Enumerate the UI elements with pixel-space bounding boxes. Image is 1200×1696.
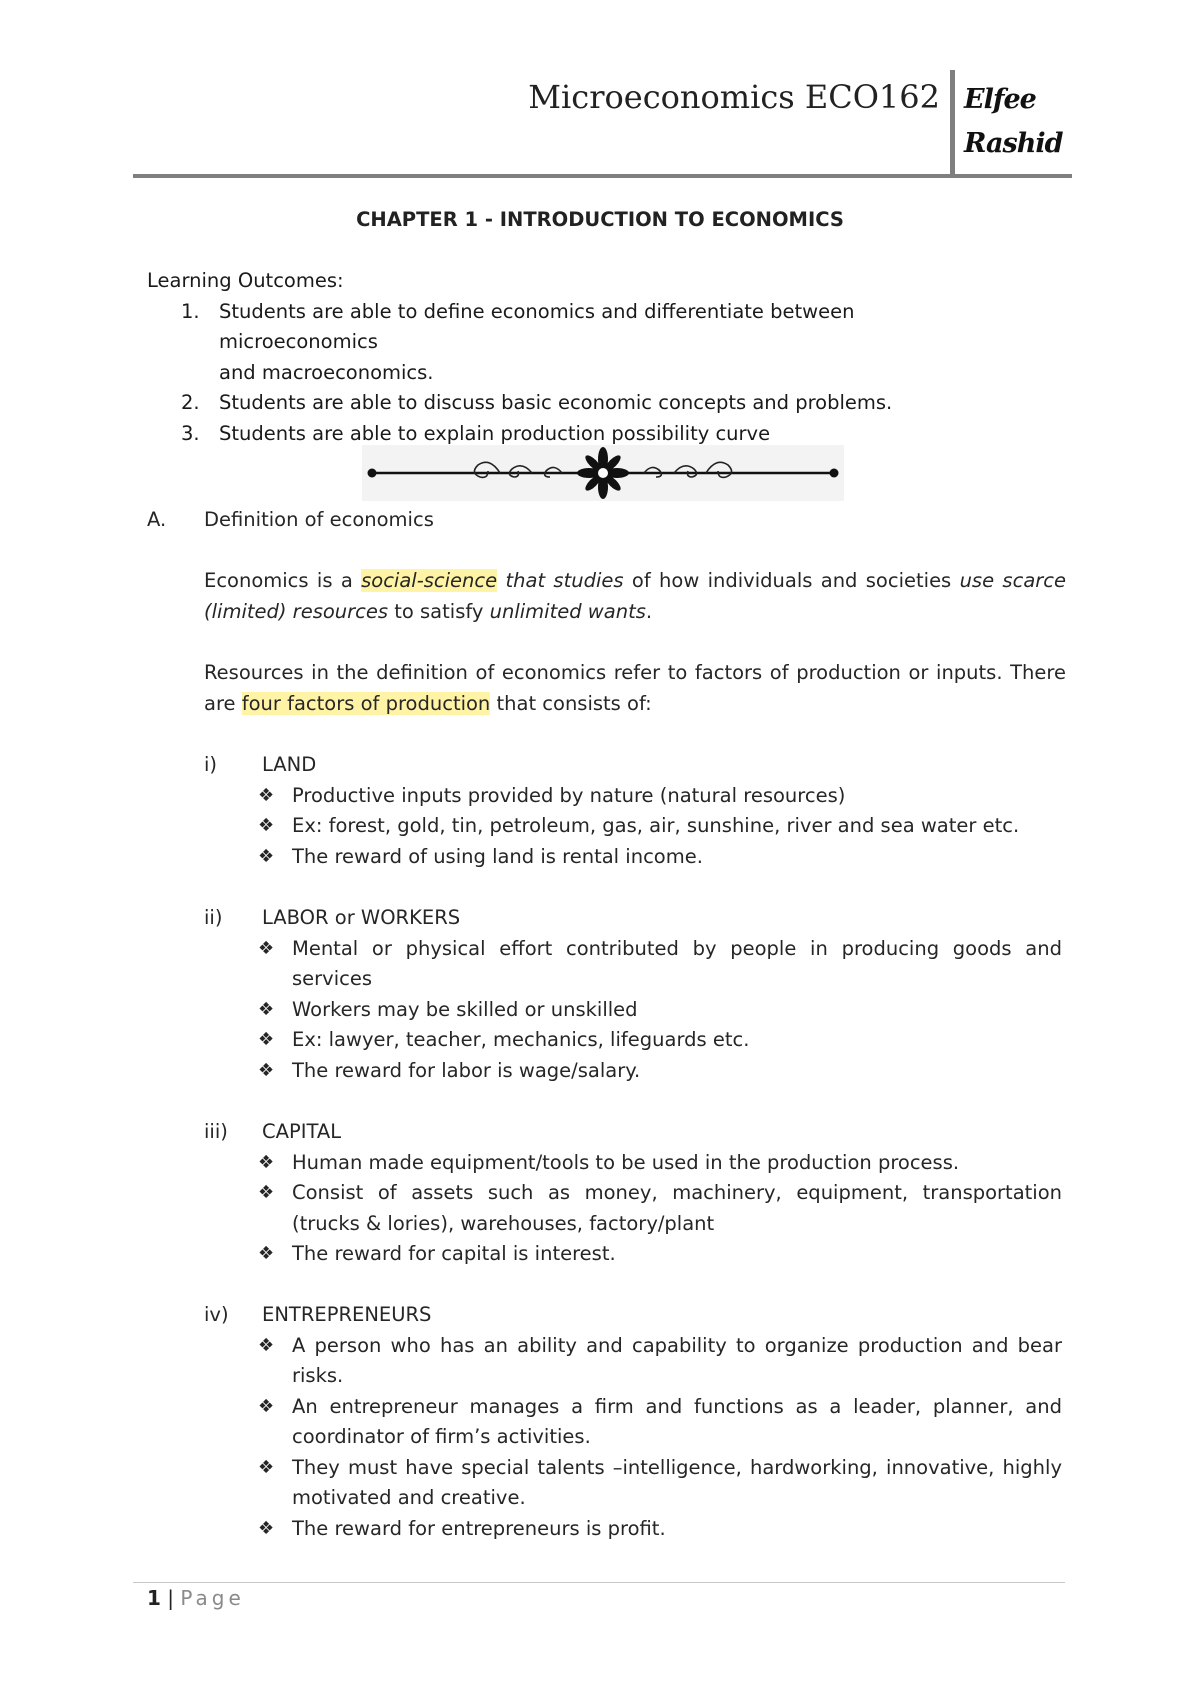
diamond-bullet-icon: ❖ [258,784,275,806]
factor-numeral: ii) [204,906,223,929]
header-horizontal-rule [133,174,1072,178]
outcome-text: Students are able to discuss basic economic concepts and problems. [219,391,893,414]
page-footer [147,1586,245,1610]
diamond-bullet-icon: ❖ [258,1151,275,1173]
definition-text: . [645,599,653,623]
highlight-social-science: social-science [361,569,498,592]
bullet-text: Consist of assets such as money, machinery, equipment, transportation (trucks & lories), warehouses, factory/plant [292,1181,1062,1235]
bullet-text: Mental or physical effort contributed by people in producing goods and services [292,936,1062,990]
diamond-bullet-icon: ❖ [258,998,275,1020]
outcome-text: Students are able to define economics and differentiate between microeconomics [219,299,855,353]
outcome-text-cont: and macroeconomics. [219,360,434,384]
header-vertical-rule [950,70,955,174]
definition-paragraph [204,566,1066,627]
bullet-item [204,1025,1062,1056]
bullet-item [204,811,1062,842]
diamond-bullet-icon: ❖ [258,1334,275,1356]
bullet-text: A person who has an ability and capability to organize production and bear risks. [292,1333,1062,1387]
footer-rule [133,1582,1065,1583]
factor-capital [204,1117,1062,1270]
definition-text: of how individuals and societies [623,569,960,592]
bullet-text: An entrepreneur manages a firm and functions as a leader, planner, and coordinator of firm’s activities. [292,1394,1062,1448]
bullet-text: They must have special talents –intelligence, hardworking, innovative, highly motivated and creative. [292,1455,1062,1509]
factor-name: LAND [262,753,317,776]
chapter-title: CHAPTER 1 - INTRODUCTION TO ECONOMICS [356,208,844,231]
resources-text: that consists of: [490,691,652,715]
page-label: Page [180,1586,245,1610]
outcome-number: 3. [181,421,200,445]
highlight-four-factors: four factors of production [241,691,491,715]
ornamental-divider [362,445,844,501]
definition-emphasis: unlimited wants [489,599,646,623]
bullet-text: The reward for capital is interest. [292,1242,616,1265]
factor-labor [204,903,1062,1086]
section-letter: A. [147,508,167,531]
bullet-item [204,934,1062,995]
course-title: Microeconomics ECO162 [528,78,940,116]
bullet-item [204,1392,1062,1453]
diamond-bullet-icon: ❖ [258,1456,275,1478]
diamond-bullet-icon: ❖ [258,937,275,959]
definition-emphasis: use scarce (limited) resources [204,569,1067,623]
bullet-item [204,1178,1062,1239]
factor-name: LABOR or WORKERS [262,906,461,929]
bullet-text: The reward for labor is wage/salary. [292,1058,641,1082]
bullet-item [204,1239,1062,1270]
definition-text: to satisfy [388,599,490,623]
definition-emphasis: that studies [497,569,624,592]
factor-land [204,750,1062,872]
page-number: 1 [147,1586,161,1610]
section-heading: Definition of economics [204,508,434,531]
factor-name: CAPITAL [262,1120,342,1143]
resources-text: Resources in the definition of economics refer to factors of production or inputs. There are [204,661,1066,715]
bullet-item [204,1453,1062,1514]
author-first-name: Elfee [964,84,1036,115]
flourish-icon [362,445,844,501]
bullet-item [204,995,1062,1026]
diamond-bullet-icon: ❖ [258,845,275,867]
factor-numeral: i) [204,753,218,776]
bullet-item [204,1514,1062,1545]
outcome-text: Students are able to explain production possibility curve [219,421,771,445]
definition-text: Economics is a [204,569,362,592]
bullet-text: Ex: lawyer, teacher, mechanics, lifeguards etc. [292,1028,750,1051]
resources-paragraph [204,658,1066,719]
bullet-text: Human made equipment/tools to be used in the production process. [292,1150,960,1174]
author-last-name: Rashid [964,128,1063,159]
factor-entrepreneurs [204,1300,1062,1544]
bullet-text: The reward of using land is rental income. [292,844,703,868]
factor-name: ENTREPRENEURS [262,1303,432,1326]
bullet-item [204,781,1062,812]
bullet-text: Ex: forest, gold, tin, petroleum, gas, air, sunshine, river and sea water etc. [292,814,1020,837]
bullet-text: The reward for entrepreneurs is profit. [292,1516,666,1540]
outcome-number: 2. [181,391,200,414]
bullet-text: Productive inputs provided by nature (natural resources) [292,783,846,807]
outcome-item [147,297,1019,389]
outcome-number: 1. [181,299,200,323]
bullet-item [204,1148,1062,1179]
diamond-bullet-icon: ❖ [258,1029,275,1050]
diamond-bullet-icon: ❖ [258,1182,275,1203]
bullet-item [204,1331,1062,1392]
bullet-item [204,842,1062,873]
author-name [964,78,1074,166]
diamond-bullet-icon: ❖ [258,815,275,836]
learning-outcomes [147,266,1019,449]
bullet-text: Workers may be skilled or unskilled [292,997,638,1021]
diamond-bullet-icon: ❖ [258,1243,275,1264]
factor-numeral: iii) [204,1120,228,1143]
diamond-bullet-icon: ❖ [258,1395,275,1417]
factor-numeral: iv) [204,1303,229,1326]
outcome-item [147,388,1019,419]
diamond-bullet-icon: ❖ [258,1059,275,1081]
learning-outcomes-label: Learning Outcomes: [147,269,344,292]
diamond-bullet-icon: ❖ [258,1517,275,1539]
bullet-item [204,1056,1062,1087]
footer-separator: | [160,1586,181,1610]
